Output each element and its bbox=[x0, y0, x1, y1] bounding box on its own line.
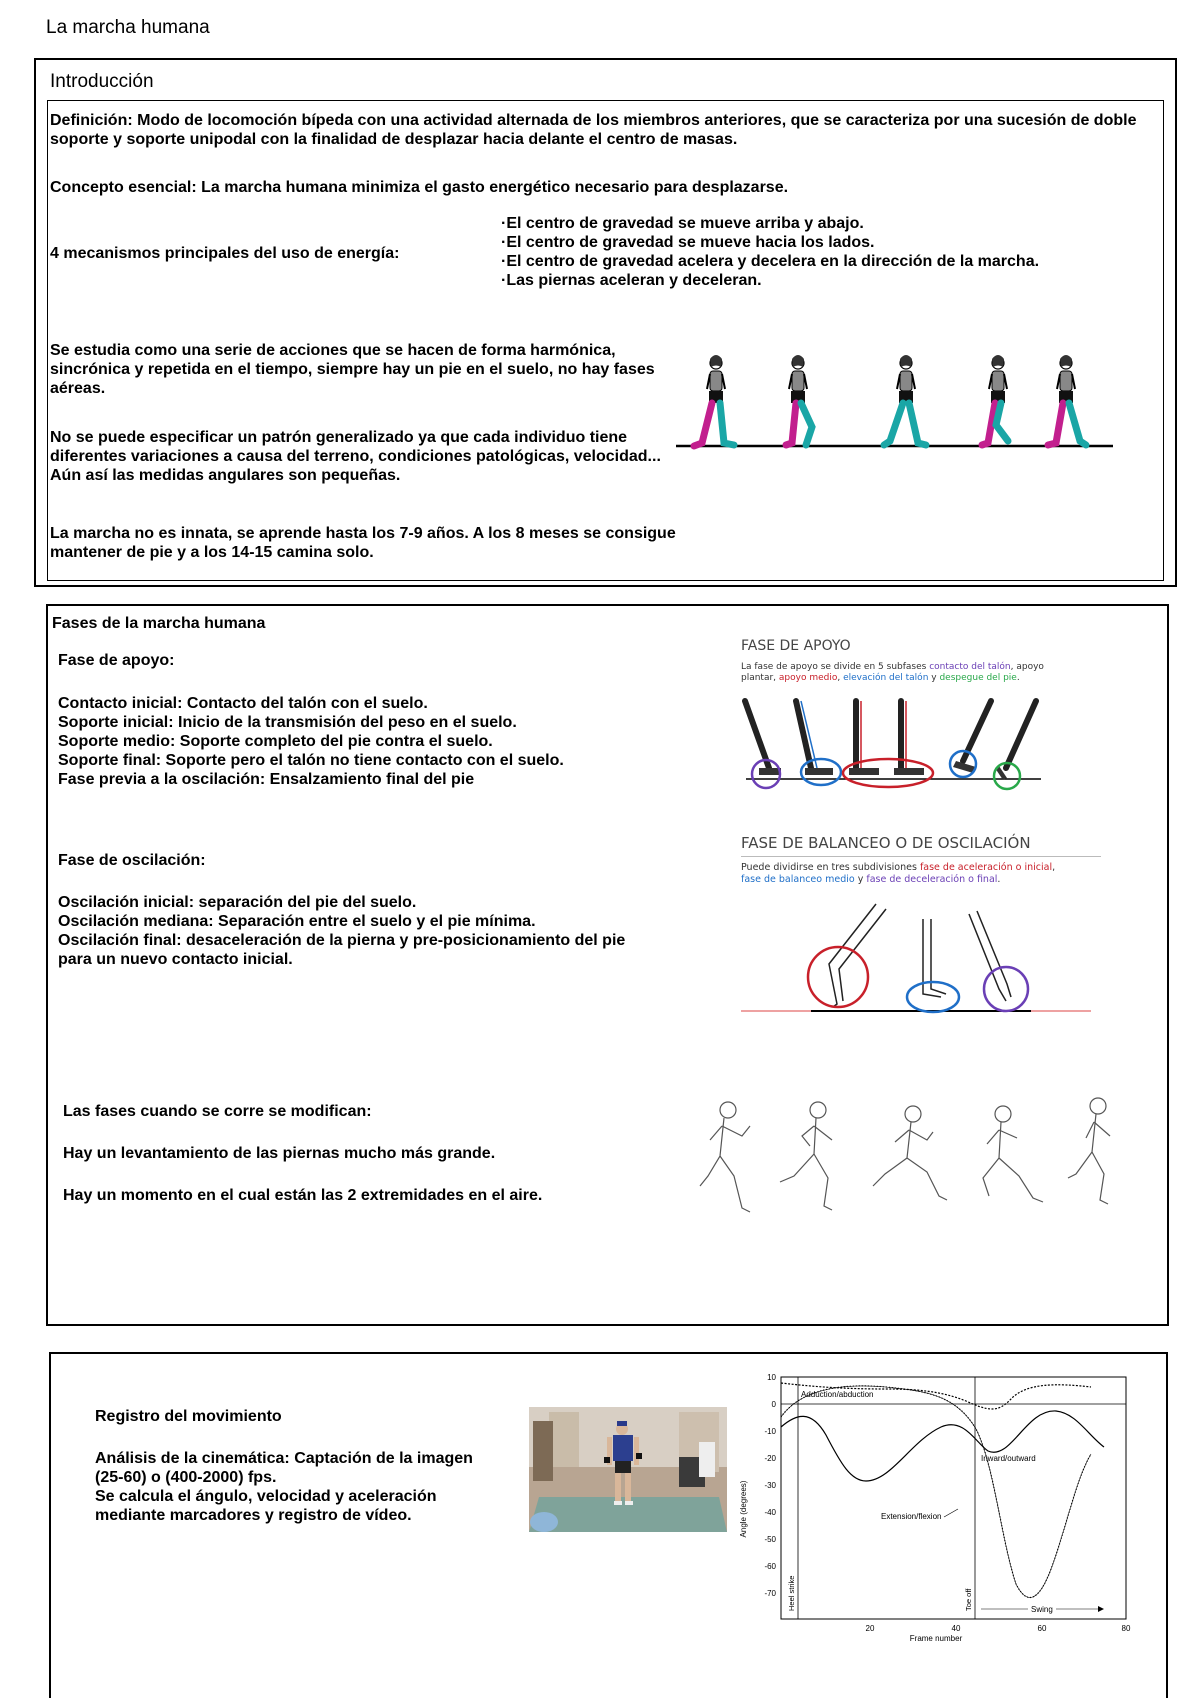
caption-subphase: fase de deceleración o final bbox=[866, 874, 998, 885]
caption-text: , apoyo bbox=[1010, 662, 1044, 672]
toe-off-label: Toe off bbox=[964, 1588, 973, 1611]
x-tick: 40 bbox=[951, 1624, 961, 1633]
registro-section bbox=[49, 1352, 1168, 1698]
y-axis-label: Angle (degrees) bbox=[739, 1480, 748, 1538]
stance-heading: Fase de apoyo: bbox=[58, 652, 175, 669]
extension-flexion-label: Extension/flexion bbox=[881, 1512, 942, 1521]
caption-subphase: elevación del talón bbox=[843, 673, 929, 683]
intro-para-2: No se puede especificar un patrón generalizado ya que cada individuo tiene diferentes variaciones a causa del terreno, condiciones patológicas, velocidad... Aún así las medidas angulares son pequeñas. bbox=[50, 429, 661, 484]
page-title: La marcha humana bbox=[46, 17, 210, 38]
intro-inner-box bbox=[47, 100, 1164, 581]
intro-essential: Concepto esencial: La marcha humana minimiza el gasto energético necesario para desplazarse. bbox=[50, 179, 789, 196]
stance-list bbox=[58, 694, 564, 789]
mechanism-item: ·El centro de gravedad se mueve hacia los lados. bbox=[501, 234, 875, 251]
swing-heading: Fase de oscilación: bbox=[58, 852, 206, 869]
abduction-label: Adduction/abduction bbox=[801, 1390, 874, 1399]
mechanisms-label: 4 mecanismos principales del uso de energía: bbox=[50, 245, 400, 262]
intro-section bbox=[34, 58, 1177, 587]
mechanism-item: ·El centro de gravedad se mueve arriba y abajo. bbox=[501, 215, 864, 232]
y-axis-ticks bbox=[764, 1373, 776, 1598]
swing-item: Oscilación mediana: Separación entre el suelo y el pie mínima. bbox=[58, 913, 536, 930]
x-tick: 20 bbox=[865, 1624, 875, 1633]
x-axis-ticks bbox=[866, 1624, 1131, 1633]
caption-text: y bbox=[928, 673, 940, 683]
swing-legs-illustration bbox=[741, 889, 1141, 1024]
running-intro: Las fases cuando se corre se modifican: bbox=[63, 1103, 372, 1120]
y-tick: -10 bbox=[764, 1427, 776, 1436]
running-sequence-illustration bbox=[698, 1096, 1163, 1226]
fase-balanceo-figure bbox=[741, 834, 1141, 1034]
caption-text: , bbox=[1052, 862, 1056, 873]
fase-apoyo-figure bbox=[741, 636, 1141, 816]
stance-item: Soporte inicial: Inicio de la transmisión del peso en el suelo. bbox=[58, 714, 517, 731]
x-axis-label: Frame number bbox=[909, 1634, 963, 1643]
intro-para-1: Se estudia como una serie de acciones que se hacen de forma harmónica, sincrónica y repetida en el tiempo, siempre hay un pie en el suelo, no hay fases aéreas. bbox=[50, 342, 655, 397]
swing-label: Swing bbox=[1031, 1605, 1053, 1614]
swing-item: Oscilación inicial: separación del pie del suelo. bbox=[58, 894, 417, 911]
caption-subphase: fase de balanceo medio bbox=[741, 874, 855, 885]
phases-heading: Fases de la marcha humana bbox=[52, 615, 266, 632]
title-divider bbox=[741, 856, 1101, 857]
fase-apoyo-title: FASE DE APOYO bbox=[741, 638, 851, 654]
caption-text: . bbox=[1016, 673, 1020, 683]
stance-legs-illustration bbox=[741, 696, 1141, 806]
mechanisms-list bbox=[501, 214, 1039, 290]
mechanism-item: ·El centro de gravedad acelera y decelera en la dirección de la marcha. bbox=[501, 253, 1040, 270]
running-point-1: Hay un levantamiento de las piernas mucho más grande. bbox=[63, 1145, 496, 1162]
inward-outward-label: Inward/outward bbox=[981, 1454, 1036, 1463]
walking-sequence-illustration bbox=[668, 341, 1118, 456]
fase-apoyo-caption bbox=[741, 662, 1141, 684]
caption-text: Puede dividirse en tres subdivisiones bbox=[741, 862, 920, 873]
stance-item: Soporte medio: Soporte completo del pie contra el suelo. bbox=[58, 733, 493, 750]
caption-text: plantar, bbox=[741, 673, 779, 683]
running-point-2: Hay un momento en el cual están las 2 extremidades en el aire. bbox=[63, 1187, 543, 1204]
intro-para-3: La marcha no es innata, se aprende hasta los 7-9 años. A los 8 meses se consigue mantener de pie y a los 14-15 camina solo. bbox=[50, 525, 676, 561]
phases-section bbox=[46, 604, 1169, 1326]
intro-definition: Definición: Modo de locomoción bípeda con una actividad alternada de los miembros anteriores, que se caracteriza por una sucesión de doble soporte y soporte unipodal con la finalidad de desplazar hacia delante el centro de masas. bbox=[50, 112, 1137, 148]
caption-subphase: apoyo medio bbox=[778, 673, 838, 683]
caption-subphase: despegue del pie bbox=[939, 673, 1017, 683]
y-tick: 10 bbox=[767, 1373, 776, 1382]
y-tick: -70 bbox=[764, 1589, 776, 1598]
fase-balanceo-title: FASE DE BALANCEO O DE OSCILACIÓN bbox=[741, 834, 1031, 852]
swing-item: Oscilación final: desaceleración de la pierna y pre-posicionamiento del pie para un nuevo contacto inicial. bbox=[58, 932, 626, 968]
y-tick: -30 bbox=[764, 1481, 776, 1490]
caption-text: La fase de apoyo se divide en 5 subfases bbox=[741, 662, 930, 672]
heel-strike-label: Heel strike bbox=[787, 1575, 796, 1611]
y-tick: -40 bbox=[764, 1508, 776, 1517]
x-tick: 60 bbox=[1037, 1624, 1047, 1633]
swing-list bbox=[58, 893, 648, 969]
fase-balanceo-caption bbox=[741, 862, 1141, 886]
caption-text: , bbox=[837, 673, 844, 683]
stance-item: Soporte final: Soporte pero el talón no tiene contacto con el suelo. bbox=[58, 752, 564, 769]
caption-subphase: fase de aceleración o inicial bbox=[919, 862, 1053, 873]
caption-text: y bbox=[854, 874, 867, 885]
x-tick: 80 bbox=[1121, 1624, 1131, 1633]
registro-calc: Se calcula el ángulo, velocidad y aceleración mediante marcadores y registro de vídeo. bbox=[95, 1488, 437, 1524]
stance-item: Contacto inicial: Contacto del talón con el suelo. bbox=[58, 695, 428, 712]
y-tick: 0 bbox=[771, 1400, 776, 1409]
y-tick: -60 bbox=[764, 1562, 776, 1571]
caption-subphase: contacto del talón bbox=[929, 662, 1011, 672]
y-tick: -50 bbox=[764, 1535, 776, 1544]
y-tick: -20 bbox=[764, 1454, 776, 1463]
motion-capture-photo bbox=[529, 1407, 727, 1532]
caption-text: . bbox=[997, 874, 1001, 885]
registro-analysis: Análisis de la cinemática: Captación de la imagen (25-60) o (400-2000) fps. bbox=[95, 1450, 473, 1486]
stance-item: Fase previa a la oscilación: Ensalzamiento final del pie bbox=[58, 771, 475, 788]
kinematics-graph bbox=[726, 1369, 1136, 1669]
intro-heading: Introducción bbox=[50, 71, 154, 92]
mechanism-item: ·Las piernas aceleran y deceleran. bbox=[501, 272, 762, 289]
registro-heading: Registro del movimiento bbox=[95, 1408, 282, 1425]
